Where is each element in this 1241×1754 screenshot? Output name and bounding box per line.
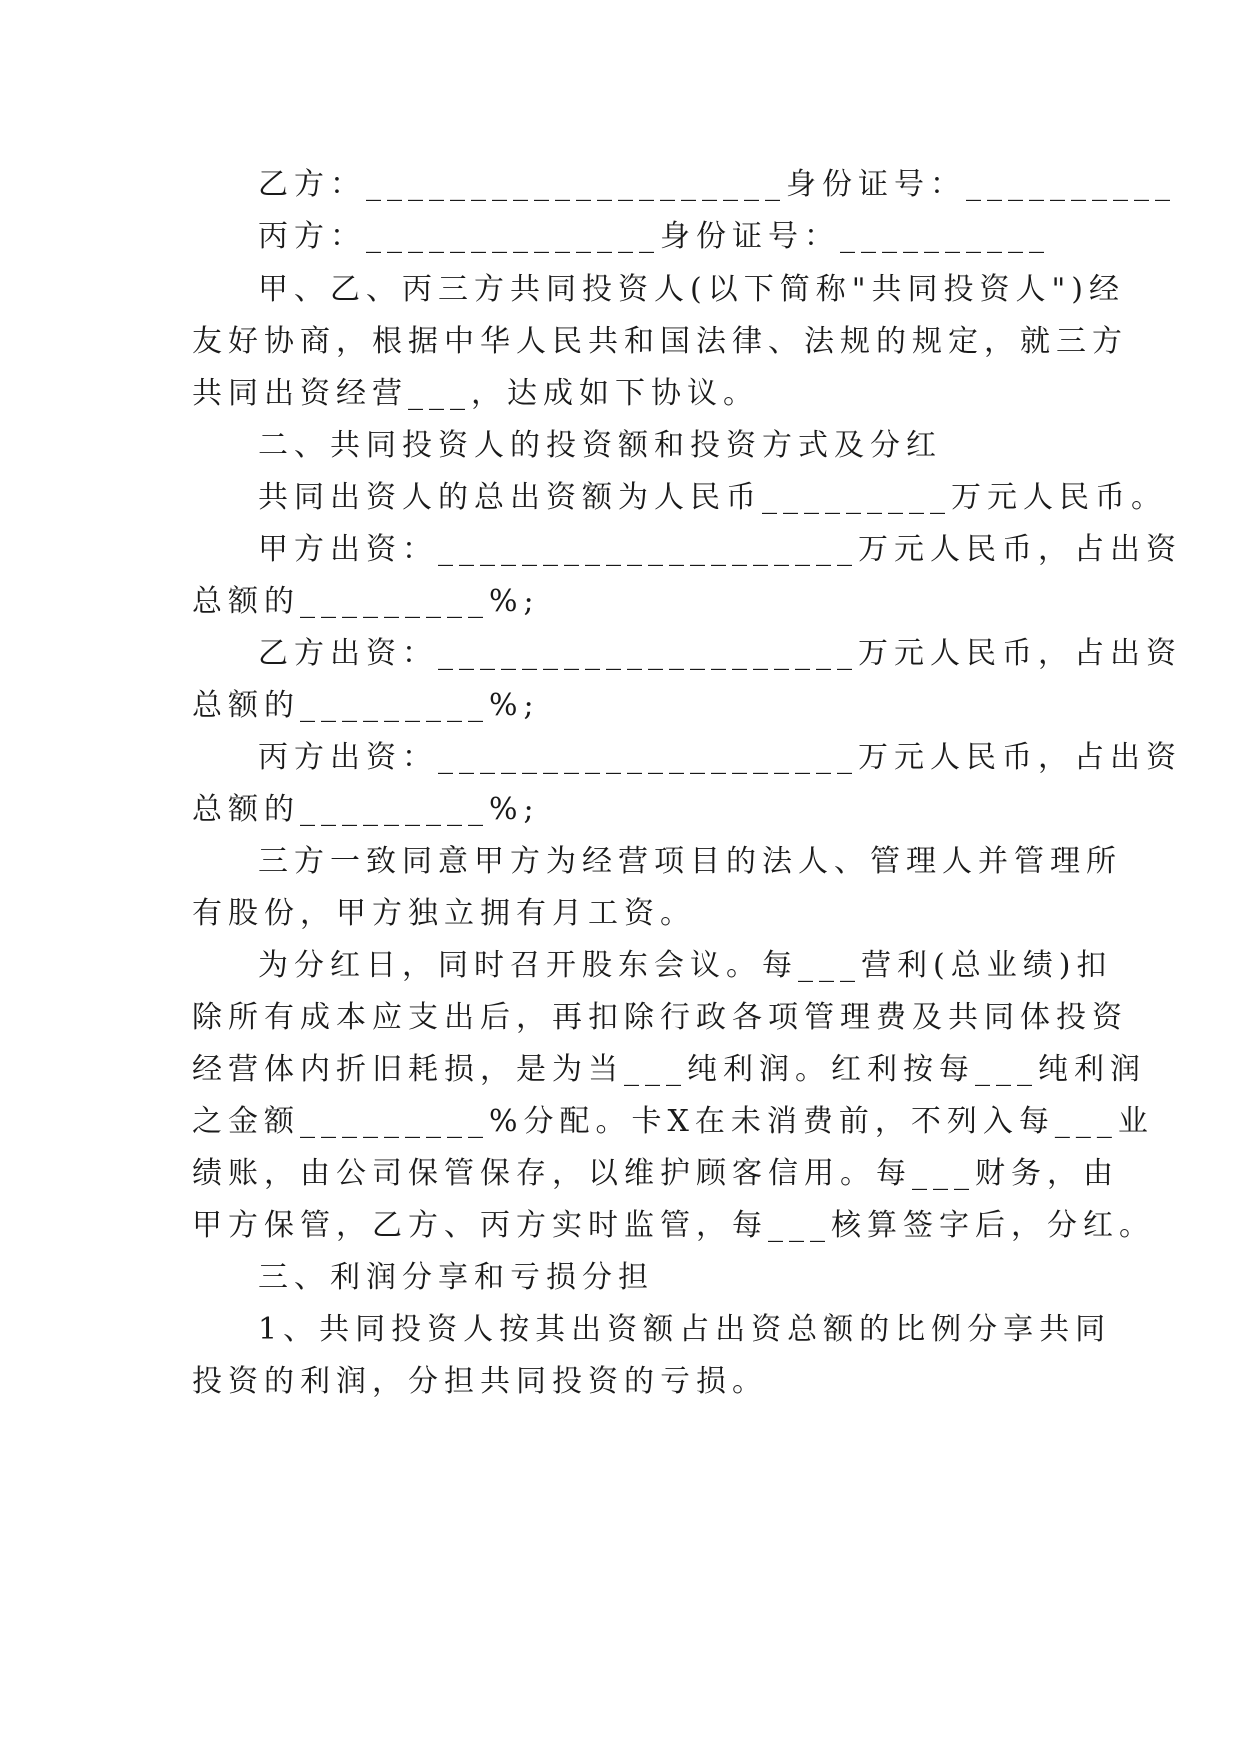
- party-c-share-line: 总额的_________%;: [192, 792, 540, 827]
- party-a-investment-line: 甲方出资：____________________万元人民币，占出资: [258, 532, 1182, 567]
- party-a-share-line: 总额的_________%;: [192, 584, 540, 619]
- dividend-paragraph-line: 为分红日，同时召开股东会议。每___营利(总业绩)扣: [258, 948, 1113, 983]
- party-c-investment-line: 丙方出资：____________________万元人民币，占出资: [258, 740, 1182, 775]
- profit-sharing-clause-line: 投资的利润，分担共同投资的亏损。: [192, 1364, 768, 1399]
- section-heading-investment: 二、共同投资人的投资额和投资方式及分红: [258, 428, 942, 463]
- dividend-paragraph-line: 除所有成本应支出后，再扣除行政各项管理费及共同体投资: [192, 1000, 1128, 1035]
- party-b-share-line: 总额的_________%;: [192, 688, 540, 723]
- paragraph-intro-line: 甲、乙、丙三方共同投资人(以下简称"共同投资人")经: [258, 272, 1126, 307]
- management-paragraph-line: 三方一致同意甲方为经营项目的法人、管理人并管理所: [258, 844, 1122, 879]
- party-b-investment-line: 乙方出资：____________________万元人民币，占出资: [258, 636, 1182, 671]
- section-heading-profit-loss: 三、利润分享和亏损分担: [258, 1260, 654, 1295]
- party-b-id-line: 乙方：____________________身份证号：__________: [258, 167, 1176, 202]
- total-investment-line: 共同出资人的总出资额为人民币_________万元人民币。: [258, 480, 1167, 515]
- profit-sharing-clause-line: 1、共同投资人按其出资额占出资总额的比例分享共同: [258, 1312, 1112, 1347]
- management-paragraph-line: 有股份，甲方独立拥有月工资。: [192, 896, 696, 931]
- dividend-paragraph-line: 甲方保管，乙方、丙方实时监管，每___核算签字后，分红。: [192, 1208, 1155, 1243]
- dividend-paragraph-line: 经营体内折旧耗损，是为当___纯利润。红利按每___纯利润: [192, 1052, 1146, 1087]
- dividend-paragraph-line: 之金额_________%分配。卡X在未消费前，不列入每___业: [192, 1104, 1154, 1139]
- paragraph-intro-line: 共同出资经营___，达成如下协议。: [192, 376, 759, 411]
- party-c-id-line: 丙方：______________身份证号：__________: [258, 219, 1050, 254]
- paragraph-intro-line: 友好协商，根据中华人民共和国法律、法规的规定，就三方: [192, 324, 1128, 359]
- dividend-paragraph-line: 绩账，由公司保管保存，以维护顾客信用。每___财务，由: [192, 1156, 1119, 1191]
